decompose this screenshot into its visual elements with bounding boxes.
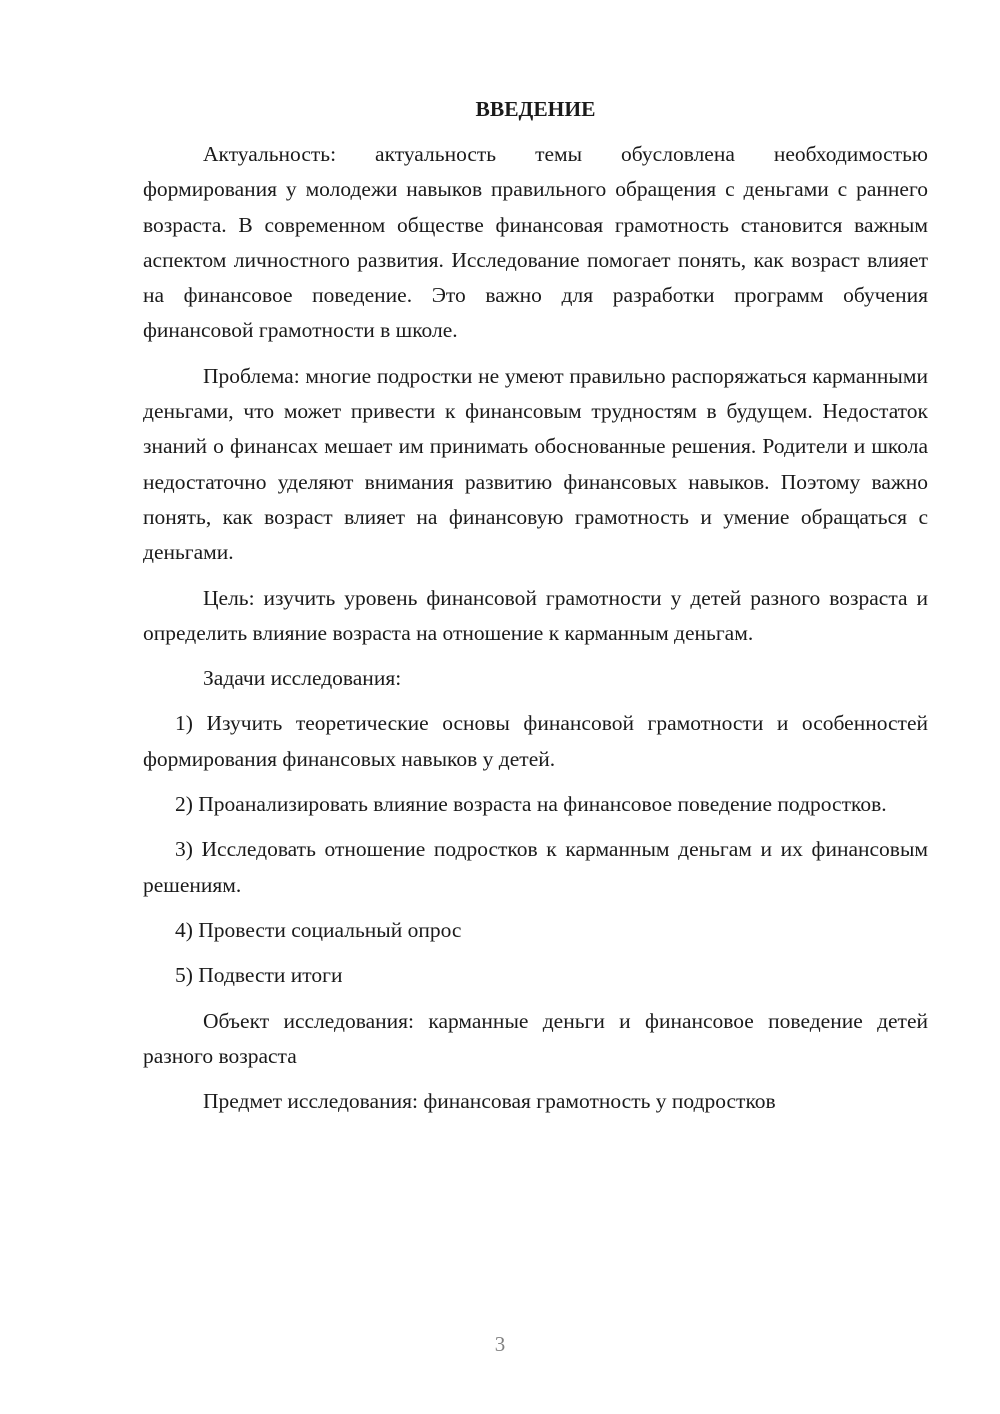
task-item-1: 1) Изучить теоретические основы финансовой грамотности и особенностей формирования финансовых навыков у детей. — [143, 711, 928, 771]
page-number: 3 — [494, 1332, 506, 1356]
relevance-paragraph: Актуальность: актуальность темы обусловлена необходимостью формирования у молодежи навыков правильного обращения с деньгами с раннего возраста. В современном обществе финансовая грамотность становится важным аспектом личностного развития. Исследование помогает понять, как возраст влияет на финансовое поведение. Это важно для разработки программ обучения финансовой грамотности в школе. — [143, 142, 928, 343]
tasks-heading: Задачи исследования: — [203, 666, 402, 691]
page-title: ВВЕДЕНИЕ — [475, 97, 596, 121]
subject-paragraph: Предмет исследования: финансовая грамотность у подростков — [203, 1089, 776, 1114]
goal-paragraph: Цель: изучить уровень финансовой грамотности у детей разного возраста и определить влияние возраста на отношение к карманным деньгам. — [143, 585, 928, 645]
task-item-2: 2) Проанализировать влияние возраста на финансовое поведение подростков. — [175, 792, 887, 817]
document-body — [143, 92, 928, 1129]
task-item-5: 5) Подвести итоги — [175, 963, 343, 988]
task-item-3: 3) Исследовать отношение подростков к карманным деньгам и их финансовым решениям. — [143, 837, 928, 897]
object-paragraph: Объект исследования: карманные деньги и финансовое поведение детей разного возраста — [143, 1008, 928, 1068]
task-item-4: 4) Провести социальный опрос — [175, 917, 462, 942]
problem-paragraph: Проблема: многие подростки не умеют правильно распоряжаться карманными деньгами, что может привести к финансовым трудностям в будущем. Недостаток знаний о финансах мешает им принимать обоснованные решения. Родители и школа недостаточно уделяют внимания развитию финансовых навыков. Поэтому важно понять, как возраст влияет на финансовую грамотность и умение обращаться с деньгами. — [143, 363, 928, 565]
